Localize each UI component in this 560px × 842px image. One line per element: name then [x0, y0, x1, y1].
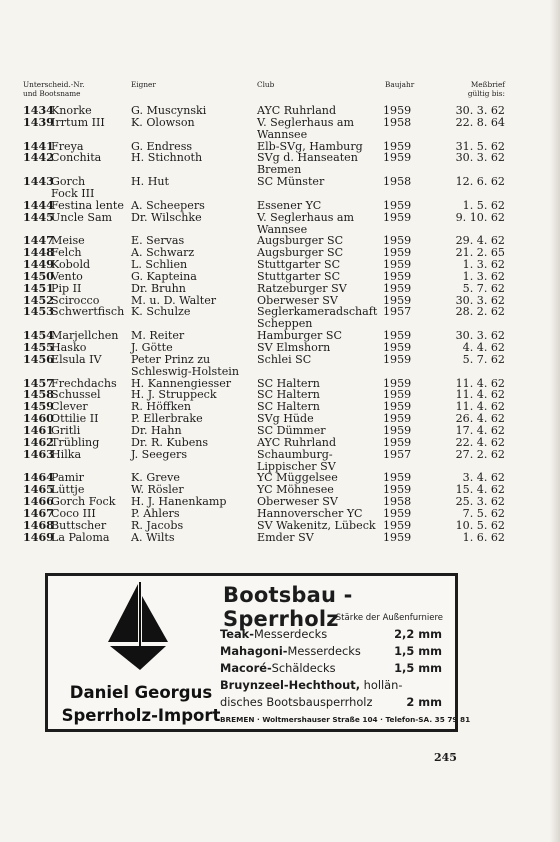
- ad-product-thickness: 2 mm: [406, 695, 442, 709]
- boat-name: Vento: [51, 269, 83, 283]
- boat-number: 1465: [23, 483, 54, 497]
- club-name: SC Haltern: [257, 376, 320, 390]
- boat-number: 1443: [23, 175, 54, 189]
- boat-number: 1461: [23, 423, 54, 437]
- boat-name: Fock III: [51, 186, 95, 200]
- club-name: YC Müggelsee: [257, 471, 338, 485]
- boat-name: Irrtum III: [51, 115, 105, 129]
- club-name: SC Haltern: [257, 388, 320, 402]
- boat-name: Trübling: [51, 435, 100, 449]
- club-name: Schaumburg-: [257, 447, 333, 461]
- boat-number: 1453: [23, 305, 54, 319]
- owner-name: E. Servas: [131, 234, 185, 248]
- build-year: 1959: [383, 530, 412, 544]
- certificate-date: 26. 4. 62: [455, 412, 505, 426]
- boat-name: La Paloma: [51, 530, 110, 544]
- owner-name: H. Stichnoth: [131, 151, 203, 165]
- build-year: 1959: [383, 104, 412, 117]
- ad-product-wood: Bruynzeel-Hechthout,: [220, 678, 361, 692]
- club-name: SVg Hüde: [257, 412, 314, 426]
- club-name: Oberweser SV: [257, 293, 338, 307]
- build-year: 1959: [383, 341, 412, 354]
- club-name: Wannsee: [257, 222, 308, 236]
- certificate-date: 10. 5. 62: [455, 518, 505, 532]
- owner-name: H. J. Hanenkamp: [131, 495, 227, 509]
- owner-name: H. J. Struppeck: [131, 388, 217, 402]
- boat-name: Hasko: [51, 341, 87, 354]
- build-year: 1959: [383, 483, 412, 497]
- build-year: 1959: [383, 139, 412, 153]
- owner-name: P. Ellerbrake: [131, 412, 203, 426]
- boat-number: 1462: [23, 435, 54, 449]
- boat-number: 1442: [23, 151, 54, 165]
- boat-name: Festina lente: [51, 198, 124, 212]
- build-year: 1959: [383, 435, 412, 449]
- club-name: Wannsee: [257, 127, 308, 141]
- club-name: SC Haltern: [257, 400, 320, 414]
- build-year: 1959: [383, 234, 412, 248]
- club-name: Hannoverscher YC: [257, 506, 363, 520]
- certificate-date: 31. 5. 62: [455, 139, 505, 153]
- club-name: Emder SV: [257, 530, 314, 544]
- club-name: SV Wakenitz, Lübeck: [257, 518, 376, 532]
- boat-number: 1434: [23, 104, 54, 117]
- ad-company-name: Daniel Georgus: [69, 683, 213, 702]
- boat-number: 1450: [23, 269, 54, 283]
- boat-number: 1467: [23, 506, 54, 520]
- build-year: 1957: [383, 305, 412, 319]
- owner-name: A. Scheepers: [131, 198, 205, 212]
- owner-name: A. Wilts: [131, 530, 175, 544]
- club-name: V. Seglerhaus am: [257, 115, 355, 129]
- boat-name: Conchita: [51, 151, 102, 165]
- boat-name: Gorch: [51, 175, 86, 189]
- build-year: 1959: [383, 210, 412, 224]
- certificate-date: 30. 3. 62: [455, 151, 505, 165]
- boat-name: Lüttje: [51, 483, 85, 497]
- certificate-date: 29. 4. 62: [455, 234, 505, 248]
- owner-name: L. Schlien: [131, 258, 188, 272]
- build-year: 1959: [383, 329, 412, 343]
- certificate-date: 5. 7. 62: [462, 281, 505, 295]
- certificate-date: 12. 6. 62: [455, 175, 505, 189]
- boat-name: Scirocco: [51, 293, 100, 307]
- build-year: 1959: [383, 352, 412, 366]
- owner-name: R. Höffken: [131, 400, 192, 414]
- boat-name: Frechdachs: [51, 376, 117, 390]
- ad-product-type: Messerdecks: [287, 644, 361, 658]
- owner-name: W. Rösler: [131, 483, 184, 497]
- boat-number: 1454: [23, 329, 54, 343]
- owner-name: G. Endress: [131, 139, 193, 153]
- ad-product-thickness: 1,5 mm: [394, 644, 442, 658]
- build-year: 1958: [383, 175, 412, 189]
- club-name: Ratzeburger SV: [257, 281, 347, 295]
- boat-number: 1449: [23, 258, 54, 272]
- boat-name: Hilka: [51, 447, 82, 461]
- boat-name: Pamir: [51, 471, 84, 485]
- boat-number: 1452: [23, 293, 54, 307]
- owner-name: Dr. Bruhn: [131, 281, 186, 295]
- build-year: 1959: [383, 400, 412, 414]
- club-name: V. Seglerhaus am: [257, 210, 355, 224]
- certificate-date: 30. 3. 62: [455, 104, 505, 117]
- certificate-date: 22. 8. 64: [455, 115, 505, 129]
- ad-company-subtitle: Sperrholz-Import: [61, 706, 221, 725]
- certificate-date: 28. 2. 62: [455, 305, 505, 319]
- page-edge-shadow: [550, 0, 560, 842]
- owner-name: H. Kannengiesser: [131, 376, 232, 390]
- advertisement: [45, 573, 471, 732]
- ad-address: BREMEN · Woltmershauser Straße 104 · Telefon-SA. 35 79 81: [220, 715, 471, 724]
- club-name: Lippischer SV: [257, 459, 336, 473]
- boat-number: 1469: [23, 530, 54, 544]
- boat-number: 1444: [23, 198, 54, 212]
- boat-number: 1464: [23, 471, 54, 485]
- boat-name: Felch: [51, 246, 82, 260]
- boat-number: 1463: [23, 447, 54, 461]
- club-name: SC Dümmer: [257, 423, 326, 437]
- build-year: 1959: [383, 269, 412, 283]
- boat-name: Gorch Fock: [51, 495, 116, 509]
- club-name: Augsburger SC: [257, 246, 344, 260]
- header-club: Club: [257, 80, 275, 89]
- club-name: Augsburger SC: [257, 234, 344, 248]
- header-certificate-line2: gültig bis:: [467, 88, 505, 98]
- owner-name: J. Götte: [131, 341, 173, 354]
- build-year: 1959: [383, 151, 412, 165]
- header-number-line1: Unterscheid.-Nr.: [23, 80, 85, 89]
- owner-name: Dr. Hahn: [131, 423, 182, 437]
- certificate-date: 9. 10. 62: [455, 210, 505, 224]
- owner-name: H. Hut: [131, 175, 170, 189]
- club-name: Elb-SVg, Hamburg: [257, 139, 363, 153]
- boat-number: 1441: [23, 139, 54, 153]
- club-name: Stuttgarter SC: [257, 258, 341, 272]
- club-name: SV Elmshorn: [257, 341, 331, 354]
- header-certificate: [433, 81, 505, 98]
- certificate-date: 11. 4. 62: [455, 400, 505, 414]
- header-number-name: [23, 81, 123, 98]
- build-year: 1957: [383, 447, 412, 461]
- owner-name: A. Schwarz: [131, 246, 195, 260]
- certificate-date: 17. 4. 62: [455, 423, 505, 437]
- boat-number: 1458: [23, 388, 54, 402]
- header-certificate-line1: Meßbrief: [470, 80, 505, 89]
- certificate-date: 27. 2. 62: [455, 447, 505, 461]
- certificate-date: 30. 3. 62: [455, 293, 505, 307]
- ad-product-wood: Macoré-: [220, 661, 272, 675]
- boat-number: 1447: [23, 234, 54, 248]
- boat-name: Buttscher: [51, 518, 107, 532]
- owner-name: G. Muscynski: [131, 104, 207, 117]
- boat-name: Ottilie II: [51, 412, 99, 426]
- owner-name: K. Greve: [131, 471, 180, 485]
- boat-number: 1448: [23, 246, 54, 260]
- boat-name: Clever: [51, 400, 88, 414]
- owner-name: M. u. D. Walter: [131, 293, 217, 307]
- certificate-date: 21. 2. 65: [455, 246, 505, 260]
- certificate-date: 11. 4. 62: [455, 388, 505, 402]
- owner-name: M. Reiter: [131, 329, 185, 343]
- boat-name: Marjellchen: [51, 329, 119, 343]
- owner-name: G. Kapteina: [131, 269, 197, 283]
- header-year: Baujahr: [385, 80, 415, 89]
- certificate-date: 3. 4. 62: [462, 471, 505, 485]
- page-number: 245: [434, 751, 457, 764]
- ad-subtitle: Stärke der Außenfurniere: [335, 613, 443, 623]
- club-name: Bremen: [257, 163, 302, 177]
- club-name: Schlei SC: [257, 352, 312, 366]
- club-name: AYC Ruhrland: [257, 435, 337, 449]
- ad-product-type: disches Bootsbausperrholz: [220, 695, 373, 709]
- build-year: 1959: [383, 258, 412, 272]
- sailboat-logo: [98, 582, 178, 674]
- club-name: Hamburger SC: [257, 329, 342, 343]
- owner-name: Schleswig-Holstein: [131, 364, 239, 378]
- build-year: 1959: [383, 293, 412, 307]
- boat-name: Schussel: [51, 388, 101, 402]
- ad-product-wood: Mahagoni-: [220, 644, 288, 658]
- certificate-date: 22. 4. 62: [455, 435, 505, 449]
- build-year: 1958: [383, 495, 412, 509]
- boat-name: Freya: [51, 139, 84, 153]
- certificate-date: 1. 5. 62: [462, 198, 505, 212]
- boat-name: Pip II: [51, 281, 82, 295]
- build-year: 1959: [383, 246, 412, 260]
- build-year: 1959: [383, 376, 412, 390]
- boat-number: 1460: [23, 412, 54, 426]
- boat-number: 1466: [23, 495, 54, 509]
- ad-product-type: Messerdecks: [253, 627, 328, 641]
- build-year: 1959: [383, 471, 412, 485]
- boat-number: 1468: [23, 518, 54, 532]
- boat-number: 1457: [23, 376, 54, 390]
- club-name: Scheppen: [257, 317, 313, 331]
- boat-name: Knorke: [51, 104, 92, 117]
- boat-number: 1455: [23, 341, 54, 354]
- ad-product-wood: Teak-: [220, 627, 254, 641]
- ad-product-thickness: 2,2 mm: [394, 627, 442, 641]
- club-name: AYC Ruhrland: [257, 104, 337, 117]
- boat-name: Meise: [51, 234, 85, 248]
- club-name: Oberweser SV: [257, 495, 338, 509]
- ad-product-type: Schäldecks: [271, 661, 336, 675]
- club-name: SC Münster: [257, 175, 325, 189]
- club-name: Stuttgarter SC: [257, 269, 341, 283]
- certificate-date: 7. 5. 62: [462, 506, 505, 520]
- certificate-date: 25. 3. 62: [455, 495, 505, 509]
- boat-number: 1445: [23, 210, 54, 224]
- boat-name: Gritli: [51, 423, 81, 437]
- club-name: Seglerkameradschaft: [257, 305, 378, 319]
- owner-name: Peter Prinz zu: [131, 352, 211, 366]
- header-owner: Eigner: [131, 80, 156, 89]
- boat-name: Schwertfisch: [51, 305, 125, 319]
- boat-name: Coco III: [51, 506, 96, 520]
- owner-name: K. Olowson: [131, 115, 195, 129]
- owner-name: Dr. R. Kubens: [131, 435, 209, 449]
- ad-product-thickness: 1,5 mm: [394, 661, 442, 675]
- certificate-date: 1. 6. 62: [462, 530, 505, 544]
- owner-name: P. Ahlers: [131, 506, 180, 520]
- club-name: Essener YC: [257, 198, 322, 212]
- boat-number: 1451: [23, 281, 54, 295]
- header-number-line2: und Bootsname: [23, 88, 81, 98]
- certificate-date: 30. 3. 62: [455, 329, 505, 343]
- boat-number: 1459: [23, 400, 54, 414]
- certificate-date: 15. 4. 62: [455, 483, 505, 497]
- build-year: 1959: [383, 423, 412, 437]
- certificate-date: 11. 4. 62: [455, 376, 505, 390]
- owner-name: Dr. Wilschke: [131, 210, 202, 224]
- owner-name: K. Schulze: [131, 305, 191, 319]
- build-year: 1959: [383, 198, 412, 212]
- ad-title: Bootsbau - Sperrholz: [223, 583, 353, 631]
- boat-name: Uncle Sam: [51, 210, 113, 224]
- build-year: 1959: [383, 412, 412, 426]
- owner-name: R. Jacobs: [131, 518, 184, 532]
- boat-name: Elsula IV: [51, 352, 102, 366]
- boat-number: 1456: [23, 352, 54, 366]
- build-year: 1959: [383, 506, 412, 520]
- build-year: 1959: [383, 388, 412, 402]
- club-name: SVg d. Hanseaten: [257, 151, 358, 165]
- certificate-date: 1. 3. 62: [462, 269, 505, 283]
- club-name: YC Möhnesee: [257, 483, 334, 497]
- build-year: 1959: [383, 518, 412, 532]
- owner-name: J. Seegers: [131, 447, 188, 461]
- build-year: 1959: [383, 281, 412, 295]
- certificate-date: 5. 7. 62: [462, 352, 505, 366]
- certificate-date: 1. 3. 62: [462, 258, 505, 272]
- ad-product-type: hollän-: [360, 678, 403, 692]
- certificate-date: 4. 4. 62: [462, 341, 505, 354]
- boat-name: Kobold: [51, 258, 91, 272]
- boat-number: 1439: [23, 115, 54, 129]
- build-year: 1958: [383, 115, 412, 129]
